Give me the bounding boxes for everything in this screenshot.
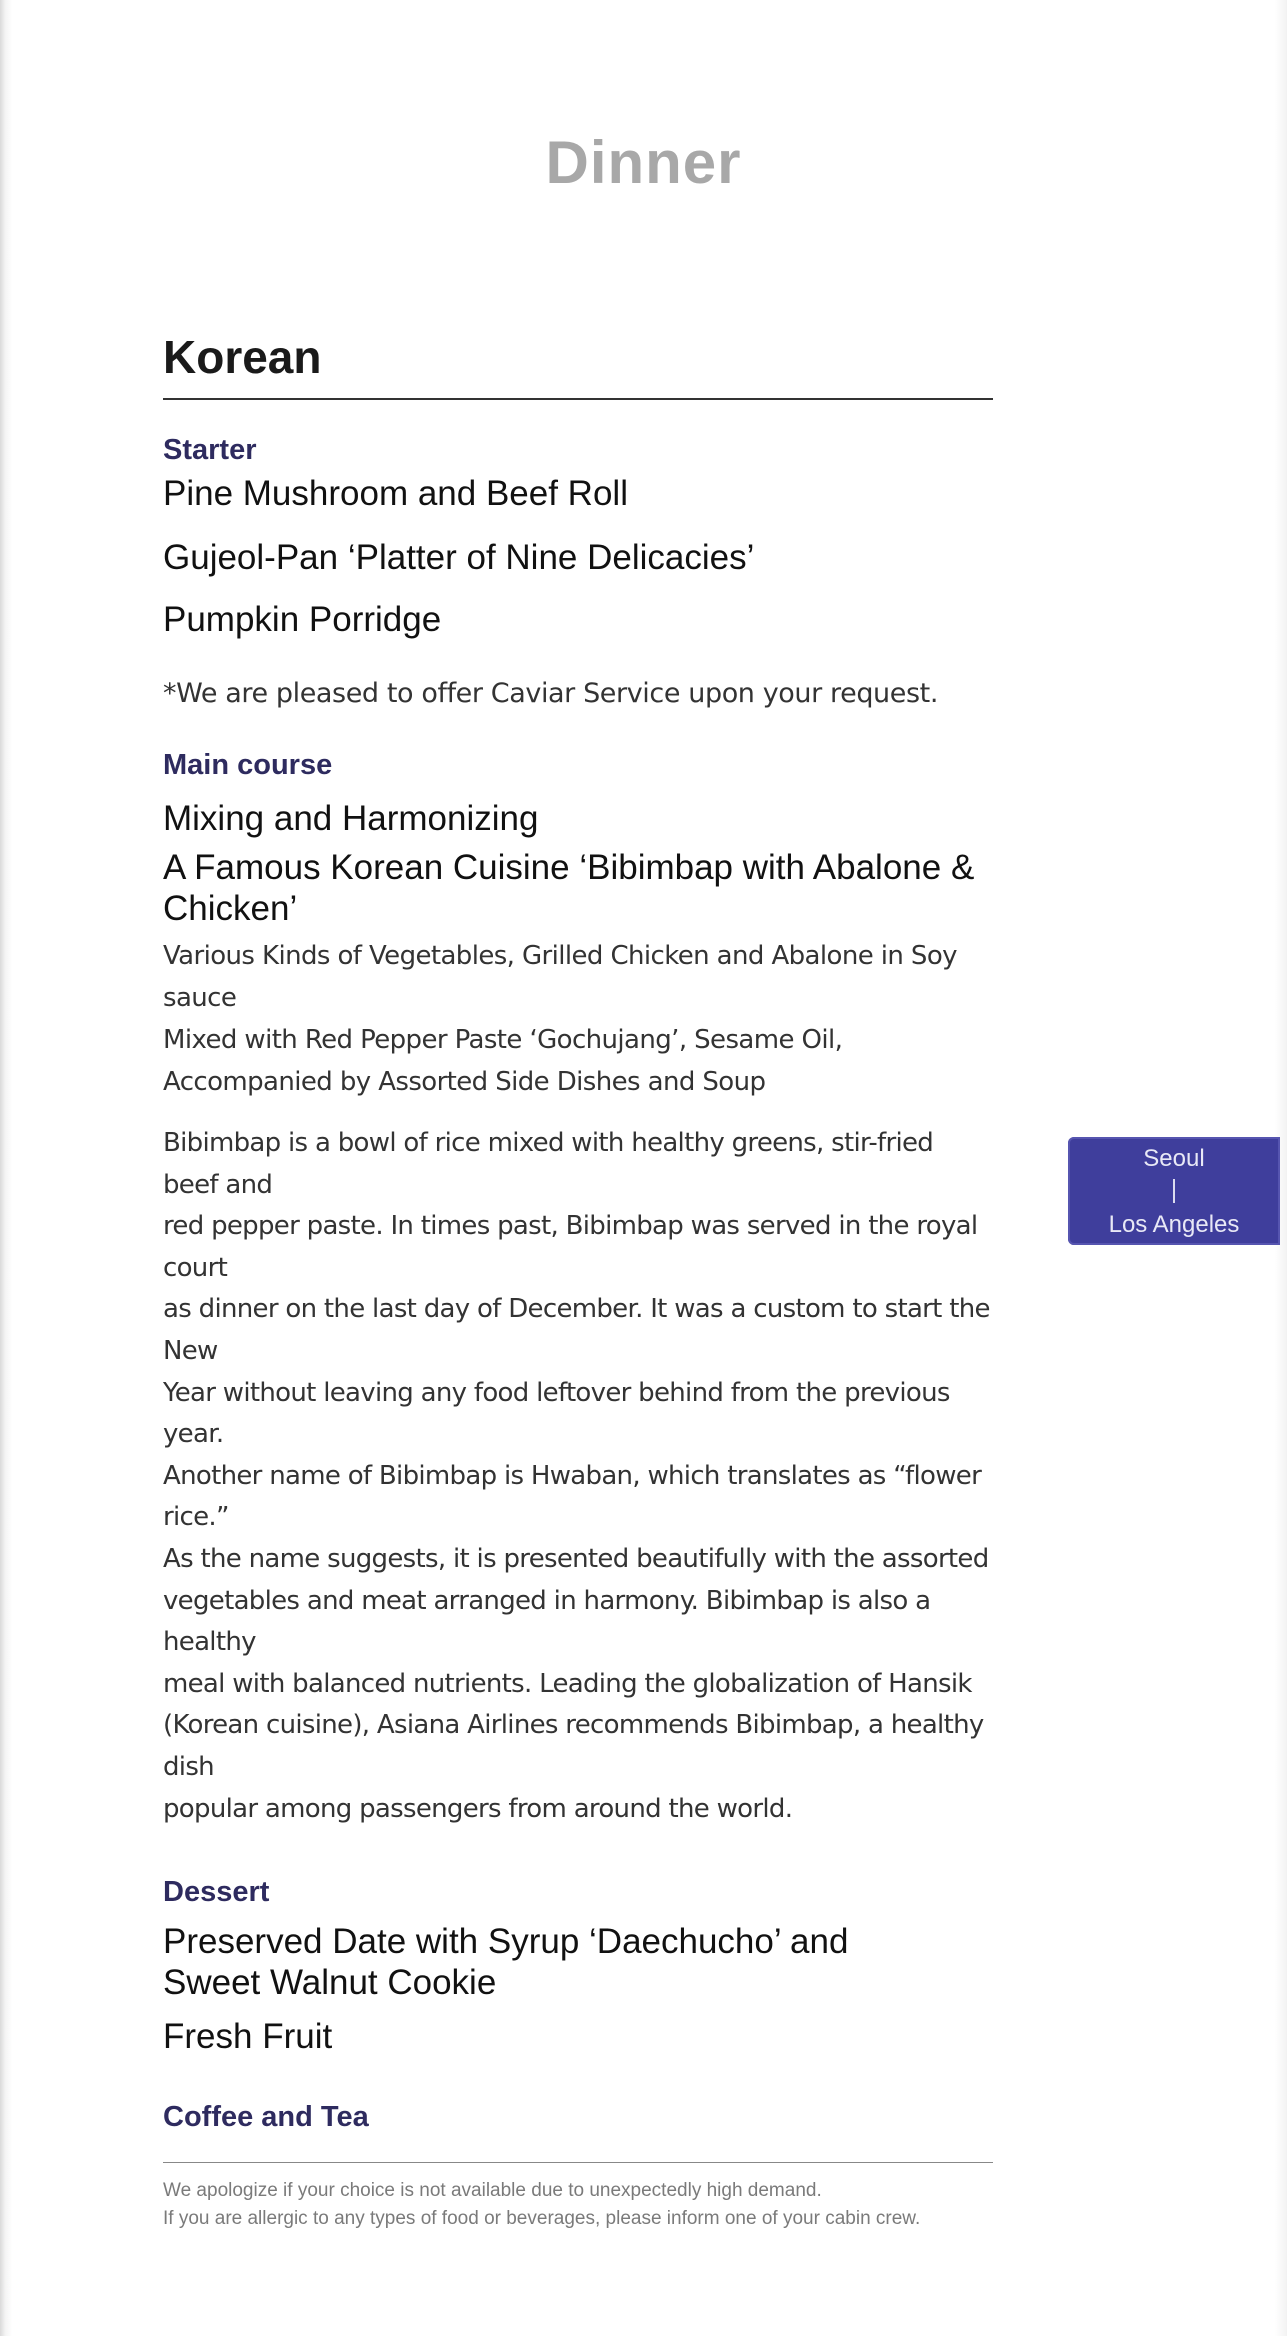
starter-item: Pumpkin Porridge [163, 600, 442, 639]
description-line: Mixed with Red Pepper Paste ‘Gochujang’, Sesame Oil, [163, 1025, 843, 1055]
story-line: vegetables and meat arranged in harmony. Bibimbap is also a healthy [163, 1585, 931, 1658]
page-title: Dinner [545, 129, 742, 196]
dessert-item: Preserved Date with Syrup ‘Daechucho’ and Sweet Walnut Cookie [163, 1922, 849, 2003]
main-course-subtitle: Mixing and Harmonizing [163, 799, 539, 838]
description-line: Various Kinds of Vegetables, Grilled Chicken and Abalone in Soy sauce [163, 941, 957, 1013]
starter-item: Pine Mushroom and Beef Roll [163, 474, 628, 513]
description-line: Accompanied by Assorted Side Dishes and Soup [163, 1067, 766, 1097]
footer-line: We apologize if your choice is not available due to unexpectedly high demand. [163, 2180, 822, 2201]
story-line: Bibimbap is a bowl of rice mixed with healthy greens, stir-fried beef and [163, 1128, 934, 1200]
main-course-label: Main course [163, 749, 333, 781]
bibimbap-story [163, 1123, 993, 1830]
story-line: Year without leaving any food leftover behind from the previous year. [163, 1377, 950, 1450]
route-tab [1068, 1137, 1280, 1245]
dessert-label: Dessert [163, 1876, 270, 1909]
starter-item: Gujeol-Pan ‘Platter of Nine Delicacies’ [163, 538, 755, 577]
story-line: red pepper paste. In times past, Bibimbap was served in the royal court [163, 1211, 978, 1283]
route-origin: Seoul [1143, 1145, 1205, 1172]
section-title: Korean [163, 330, 993, 400]
route-divider [1173, 1179, 1175, 1203]
footer-line: If you are allergic to any types of food or beverages, please inform one of your cabin crew. [163, 2208, 921, 2229]
caviar-note: *We are pleased to offer Caviar Service upon your request. [163, 678, 939, 709]
story-line: as dinner on the last day of December. It was a custom to start the New [163, 1294, 990, 1366]
menu-content [163, 330, 993, 2134]
story-line: popular among passengers from around the world. [163, 1793, 793, 1824]
route-destination: Los Angeles [1108, 1211, 1240, 1238]
story-line: (Korean cuisine), Asiana Airlines recommends Bibimbap, a healthy dish [163, 1710, 984, 1782]
story-line: As the name suggests, it is presented beautifully with the assorted [163, 1543, 989, 1574]
story-line: Another name of Bibimbap is Hwaban, which translates as “flower rice.” [163, 1460, 982, 1533]
footer-disclaimer [163, 2162, 993, 2233]
main-course-dish: A Famous Korean Cuisine ‘Bibimbap with Abalone & Chicken’ [163, 848, 975, 928]
main-course-description [163, 935, 993, 1103]
dessert-item: Fresh Fruit [163, 2017, 333, 2057]
coffee-tea-label: Coffee and Tea [163, 2101, 369, 2134]
starter-label: Starter [163, 434, 257, 466]
story-line: meal with balanced nutrients. Leading the globalization of Hansik [163, 1668, 972, 1699]
